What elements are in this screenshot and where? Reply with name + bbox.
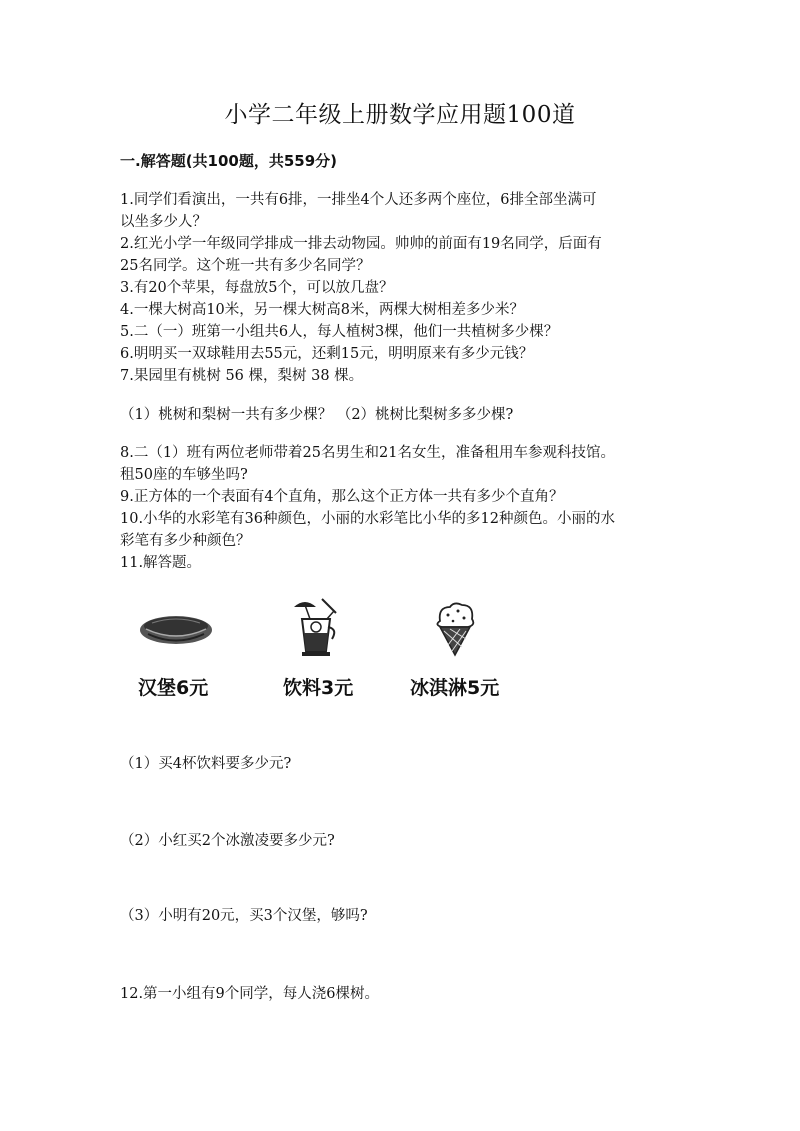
- ice-cream-price-label: 冰淇淋5元: [410, 677, 500, 699]
- question-8-line-1: 8.二（1）班有两位老师带着25名男生和21名女生，准备租用车参观科技馆。: [120, 445, 615, 461]
- hamburger-icon: [138, 613, 214, 651]
- question-12: 12.第一小组有9个同学，每人浇6棵树。: [120, 986, 380, 1002]
- question-3: 3.有20个苹果，每盘放5个，可以放几盘？: [120, 280, 394, 296]
- question-11: 11.解答题。: [120, 555, 202, 571]
- question-6: 6.明明买一双球鞋用去55元，还剩15元，明明原来有多少元钱？: [120, 346, 534, 362]
- question-5: 5.二（一）班第一小组共6人，每人植树3棵，他们一共植树多少棵？: [120, 324, 559, 340]
- page-title: 小学二年级上册数学应用题100道: [224, 102, 576, 128]
- question-8-line-2: 租50座的车够坐吗?: [120, 467, 248, 483]
- drink-icon: [288, 597, 348, 663]
- question-7: 7.果园里有桃树 56 棵，梨树 38 棵。: [120, 368, 364, 384]
- question-2-line-1: 2.红光小学一年级同学排成一排去动物园。帅帅的前面有19名同学，后面有: [120, 236, 602, 252]
- question-2-line-2: 25名同学。这个班一共有多少名同学？: [120, 258, 371, 274]
- question-7-subquestions: （1）桃树和梨树一共有多少棵？ （2）桃树比梨树多多少棵?: [120, 407, 514, 423]
- question-10-line-2: 彩笔有多少种颜色？: [120, 533, 251, 549]
- price-figure: [120, 595, 540, 710]
- question-1-line-2: 以坐多少人？: [120, 214, 207, 230]
- question-1-line-1: 1.同学们看演出，一共有6排，一排坐4个人还多两个座位，6排全部坐满可: [120, 192, 597, 208]
- question-4: 4.一棵大树高10米，另一棵大树高8米，两棵大树相差多少米？: [120, 302, 525, 318]
- question-11-subquestion-1: （1）买4杯饮料要多少元?: [120, 756, 292, 772]
- question-11-subquestion-2: （2）小红买2个冰激凌要多少元?: [120, 833, 335, 849]
- section-heading: 一.解答题(共100题，共559分): [120, 152, 338, 170]
- question-11-subquestion-3: （3）小明有20元，买3个汉堡，够吗?: [120, 908, 368, 924]
- drink-price-label: 饮料3元: [283, 677, 354, 699]
- hamburger-price-label: 汉堡6元: [138, 677, 209, 699]
- ice-cream-icon: [432, 601, 478, 661]
- question-10-line-1: 10.小华的水彩笔有36种颜色，小丽的水彩笔比小华的多12种颜色。小丽的水: [120, 511, 615, 527]
- question-9: 9.正方体的一个表面有4个直角，那么这个正方体一共有多少个直角？: [120, 489, 564, 505]
